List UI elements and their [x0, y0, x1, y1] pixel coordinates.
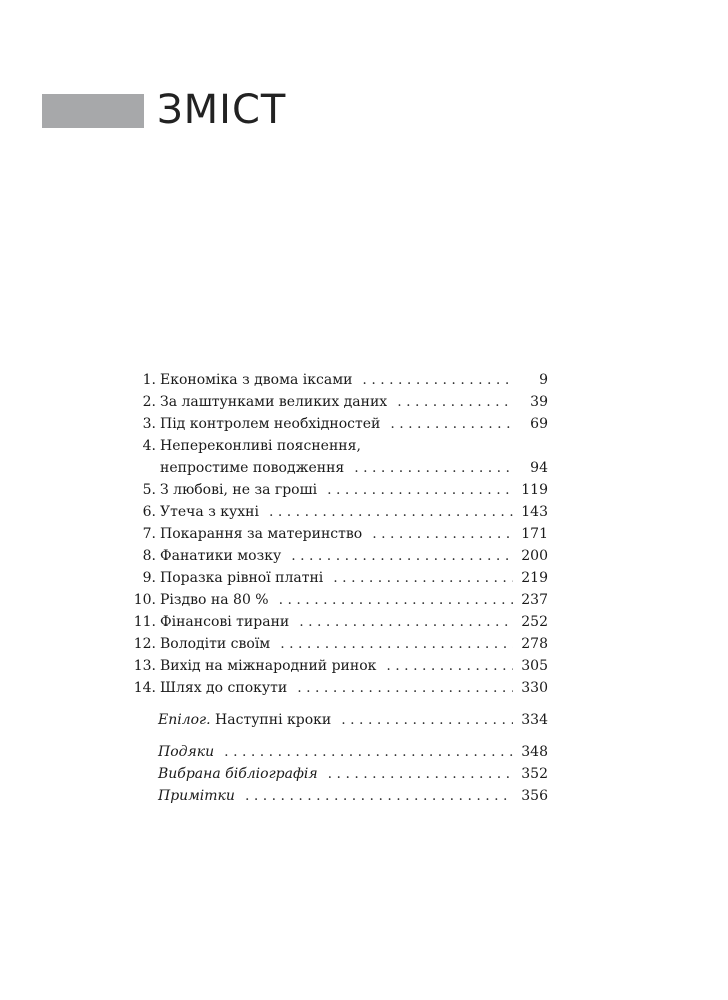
chapter-number: 12. [133, 636, 156, 652]
chapter-number: 11. [133, 614, 156, 630]
chapter-title-continued: непростиме поводження [160, 460, 345, 476]
dot-leader [362, 369, 514, 391]
dot-leader [327, 479, 513, 501]
section-gap [130, 731, 548, 741]
chapter-number: 10. [133, 592, 156, 608]
chapter-title: Фанатики мозку [160, 548, 282, 564]
dot-leader [386, 655, 513, 677]
page-title: ЗМІСТ [157, 87, 287, 133]
chapter-title: З любові, не за гроші [160, 482, 318, 498]
page-number: 330 [521, 680, 548, 696]
dot-leader [341, 709, 513, 731]
chapter-title: Економіка з двома іксами [160, 372, 353, 388]
page-number: 278 [521, 636, 548, 652]
chapter-title: За лаштунками великих даних [160, 394, 388, 410]
dot-leader [269, 501, 513, 523]
back-matter-title: Вибрана бібліографія [158, 766, 318, 782]
title-accent-bar [42, 94, 144, 128]
chapter-title: Покарання за материнство [160, 526, 363, 542]
epilogue-title [130, 709, 331, 731]
dot-leader [291, 545, 513, 567]
toc-entry-14[interactable] [130, 677, 548, 699]
chapter-title: Непереконливі пояснення, [160, 438, 361, 454]
toc-entry-6[interactable] [130, 501, 548, 523]
page-number: 348 [521, 744, 548, 760]
dot-leader [397, 391, 514, 413]
page-number: 352 [521, 766, 548, 782]
chapter-title: Поразка рівної платні [160, 570, 324, 586]
dot-leader [224, 741, 513, 763]
back-matter-title: Подяки [158, 744, 215, 760]
page-number: 94 [530, 460, 548, 476]
dot-leader [245, 785, 513, 807]
chapter-title: Різдво на 80 % [160, 592, 269, 608]
chapter-number: 13. [133, 658, 156, 674]
dot-leader [279, 589, 514, 611]
dot-leader [372, 523, 513, 545]
page-number: 119 [521, 482, 548, 498]
dot-leader [299, 611, 513, 633]
chapter-number: 6. [142, 504, 156, 520]
toc-entry-12[interactable] [130, 633, 548, 655]
chapter-number: 8. [142, 548, 156, 564]
dot-leader [333, 567, 513, 589]
toc-entry-8[interactable] [130, 545, 548, 567]
section-gap [130, 699, 548, 709]
chapter-number: 14. [133, 680, 156, 696]
page-number: 305 [521, 658, 548, 674]
chapter-number: 1. [142, 372, 156, 388]
table-of-contents [130, 369, 548, 807]
page-number: 171 [521, 526, 548, 542]
epilogue-label: Епілог. [158, 712, 211, 728]
chapter-title: Вихід на міжнародний ринок [160, 658, 377, 674]
chapter-number: 2. [142, 394, 156, 410]
page-number: 252 [521, 614, 548, 630]
chapter-number: 3. [142, 416, 156, 432]
chapter-title: Під контролем необхідностей [160, 416, 381, 432]
page-number: 39 [530, 394, 548, 410]
toc-entry-2[interactable] [130, 391, 548, 413]
chapter-number: 4. [142, 438, 156, 454]
chapter-number: 7. [142, 526, 156, 542]
epilogue-name: Наступні кроки [215, 712, 332, 728]
toc-entry-acknowledgements[interactable] [130, 741, 548, 763]
toc-entry-1[interactable] [130, 369, 548, 391]
chapter-title: Утеча з кухні [160, 504, 259, 520]
page-number: 143 [521, 504, 548, 520]
dot-leader [297, 677, 513, 699]
page-number: 356 [521, 788, 548, 804]
toc-entry-4-line-1[interactable] [130, 435, 548, 457]
toc-entry-4-line-2[interactable] [130, 457, 548, 479]
page-number: 334 [521, 712, 548, 728]
toc-entry-3[interactable] [130, 413, 548, 435]
page-number: 69 [530, 416, 548, 432]
page-number: 9 [539, 372, 548, 388]
page-number: 200 [521, 548, 548, 564]
page-number: 219 [521, 570, 548, 586]
toc-entry-9[interactable] [130, 567, 548, 589]
dot-leader [390, 413, 514, 435]
toc-entry-7[interactable] [130, 523, 548, 545]
toc-entry-notes[interactable] [130, 785, 548, 807]
chapter-number: 9. [142, 570, 156, 586]
toc-entry-bibliography[interactable] [130, 763, 548, 785]
chapter-title: Володіти своїм [160, 636, 271, 652]
page-number: 237 [521, 592, 548, 608]
chapter-title: Фінансові тирани [160, 614, 290, 630]
dot-leader [328, 763, 514, 785]
chapter-title: Шлях до спокути [160, 680, 288, 696]
dot-leader [280, 633, 513, 655]
chapter-number: 5. [142, 482, 156, 498]
toc-entry-11[interactable] [130, 611, 548, 633]
toc-entry-13[interactable] [130, 655, 548, 677]
toc-entry-epilogue[interactable] [130, 709, 548, 731]
dot-leader [354, 457, 514, 479]
back-matter-title: Примітки [158, 788, 235, 804]
toc-entry-5[interactable] [130, 479, 548, 501]
toc-entry-10[interactable] [130, 589, 548, 611]
